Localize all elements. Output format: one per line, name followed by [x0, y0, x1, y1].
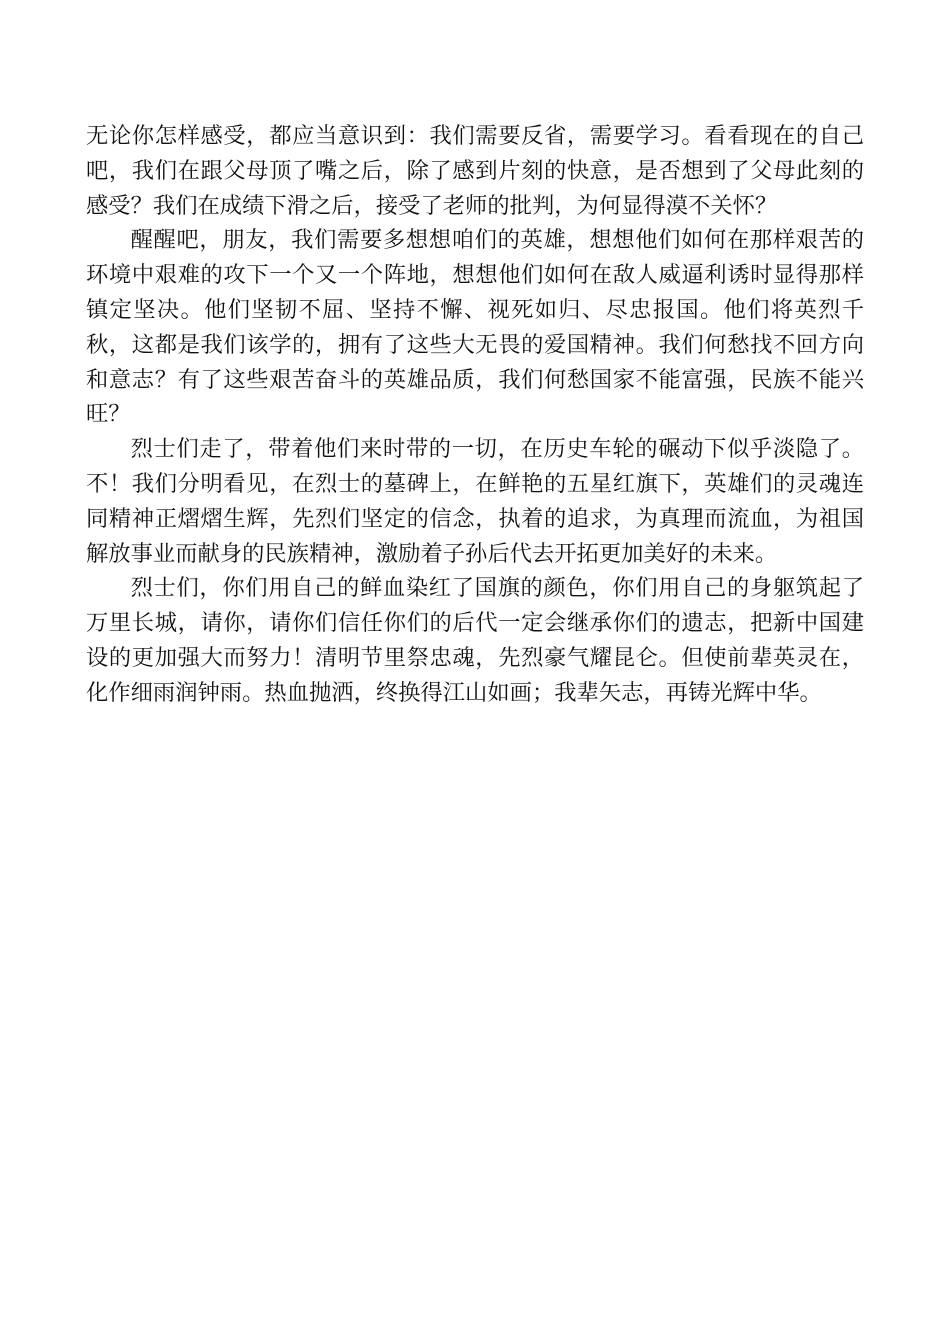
paragraph-2: 醒醒吧，朋友，我们需要多想想咱们的英雄，想想他们如何在那样艰苦的环境中艰难的攻下一个又一个阵地，想想他们如何在敌人威逼利诱时显得那样镇定坚决。他们坚韧不屈、坚持不懈、视死如归、尽忠报国。他们将英烈千秋，这都是我们该学的，拥有了这些大无畏的爱国精神。我们何愁找不回方向和意志？有了这些艰苦奋斗的英雄品质，我们何愁国家不能富强，民族不能兴旺？	[86, 227, 864, 428]
paragraph-4: 烈士们，你们用自己的鲜血染红了国旗的颜色，你们用自己的身躯筑起了万里长城，请你，请你们信任你们的后代一定会继承你们的遗志，把新中国建设的更加强大而努力！清明节里祭忠魂，先烈豪气耀昆仑。但使前辈英灵在，化作细雨润钟雨。热血抛洒，终换得江山如画；我辈矢志，再铸光辉中华。	[86, 575, 864, 706]
paragraph-3: 烈士们走了，带着他们来时带的一切，在历史车轮的碾动下似乎淡隐了。不！我们分明看见，在烈士的墓碑上，在鲜艳的五星红旗下，英雄们的灵魂连同精神正熠熠生辉，先烈们坚定的信念，执着的追求，为真理而流血，为祖国解放事业而献身的民族精神，激励着子孙后代去开拓更加美好的未来。	[86, 436, 864, 567]
body-text	[86, 119, 864, 711]
paragraph-1: 无论你怎样感受，都应当意识到：我们需要反省，需要学习。看看现在的自己吧，我们在跟父母顶了嘴之后，除了感到片刻的快意，是否想到了父母此刻的感受？我们在成绩下滑之后，接受了老师的批判，为何显得漠不关怀？	[86, 123, 864, 219]
